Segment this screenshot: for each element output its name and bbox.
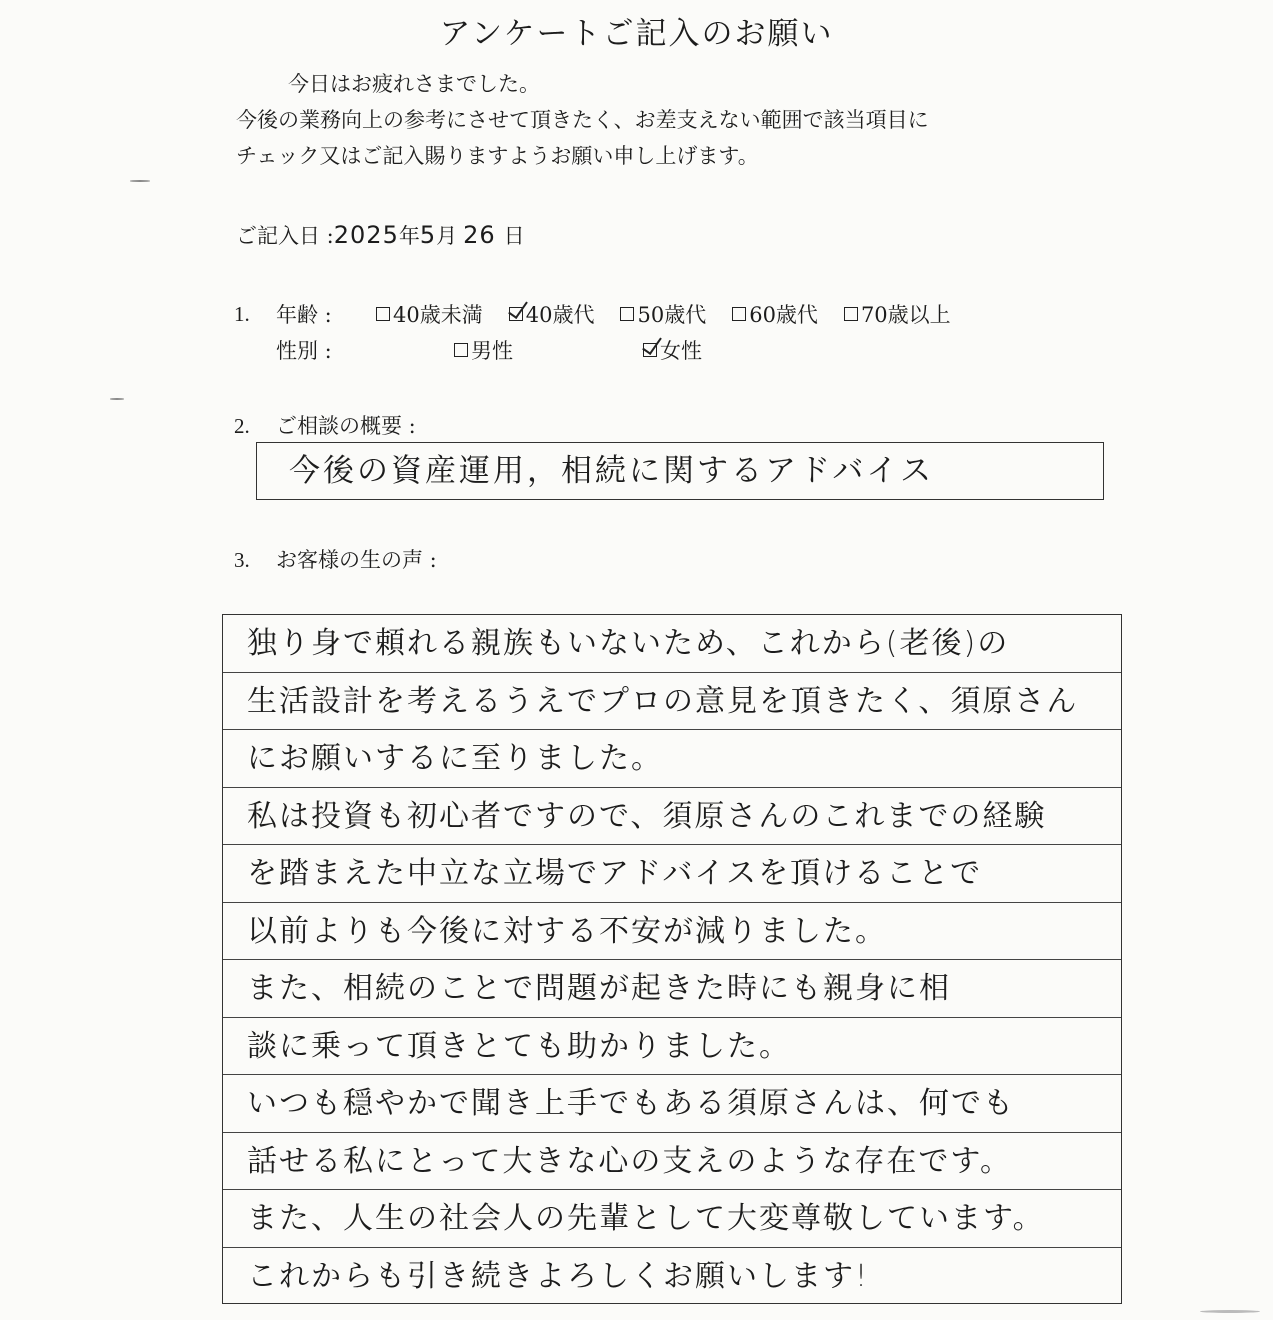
gender-option-male[interactable] [454,335,513,365]
entry-date [236,220,525,250]
voice-line: にお願いするに至りました。 [223,730,1121,788]
voice-line: 談に乗って頂きとても助かりました。 [223,1018,1121,1076]
voice-line: 話せる私にとって大きな心の支えのような存在です。 [223,1133,1121,1191]
checkbox-checked[interactable] [509,307,523,321]
voice-line: 生活設計を考えるうえでプロの意見を頂きたく、須原さん [223,673,1121,731]
age-option-70-plus[interactable] [844,299,951,329]
question-label: お客様の生の声 : [276,548,437,572]
age-option-50s[interactable] [620,299,706,329]
option-label: 40歳代 [525,303,595,327]
question-label: ご相談の概要 : [276,414,416,438]
question-number: 2. [234,414,250,438]
option-label: 70歳以上 [860,303,951,327]
day-unit: 日 [503,224,525,248]
voice-line: また、相続のことで問題が起きた時にも親身に相 [223,960,1121,1018]
option-label: 60歳代 [749,303,818,327]
age-option-60s[interactable] [732,299,818,329]
voice-line: これからも引き続きよろしくお願いします! [247,1258,870,1294]
option-label: 40歳未満 [393,303,483,327]
checkbox[interactable] [376,307,390,321]
customer-voice-field[interactable] [222,614,1122,1304]
question-1 [234,296,977,368]
question-2 [234,410,416,440]
age-option-under-40[interactable] [376,299,483,329]
option-label: 男性 [471,339,513,363]
option-label: 50歳代 [637,303,707,327]
entry-date-year[interactable]: 2025 [333,221,399,249]
checkbox-checked[interactable] [643,343,657,357]
page-title: アンケートご記入のお願い [439,16,834,52]
age-row [234,296,977,332]
entry-date-label: ご記入日 : [236,224,334,248]
entry-date-month[interactable]: 5 [419,221,437,249]
checkbox[interactable] [732,307,746,321]
question-number: 3. [234,548,250,572]
checkbox[interactable] [454,343,468,357]
scan-speck [130,180,150,182]
checkbox[interactable] [620,307,634,321]
voice-line: 私は投資も初心者ですので、須原さんのこれまでの経験 [223,788,1121,846]
scan-speck [1200,1310,1260,1313]
year-unit: 年 [398,224,420,248]
checkbox[interactable] [844,307,858,321]
voice-line: いつも穏やかで聞き上手でもある須原さんは、何でも [223,1075,1121,1133]
month-unit: 月 [436,224,458,248]
gender-label: 性別 : [276,339,332,363]
age-label: 年齢 : [276,303,332,327]
entry-date-day[interactable]: 26 [463,221,496,249]
gender-option-female[interactable] [643,335,702,365]
intro-line: 今日はお疲れさまでした。 [288,72,540,96]
voice-line: 独り身で頼れる親族もいないため、これから(老後)の [223,615,1121,673]
voice-line: また、人生の社会人の先輩として大変尊敬しています。 [223,1190,1121,1248]
age-option-40s[interactable] [509,299,595,329]
scan-speck [110,398,124,400]
question-3 [234,544,437,574]
consultation-summary-field[interactable]: 今後の資産運用，相続に関するアドバイス [256,442,1104,500]
question-number: 1. [234,301,250,326]
voice-line: を踏まえた中立な立場でアドバイスを頂けることで [223,845,1121,903]
voice-line: 以前よりも今後に対する不安が減りました。 [223,903,1121,961]
option-label: 女性 [660,339,702,363]
intro-line: チェック又はご記入賜りますようお願い申し上げます。 [236,144,759,168]
intro-text [236,66,929,174]
intro-line: 今後の業務向上の参考にさせて頂きたく、お差支えない範囲で該当項目に [236,108,929,132]
gender-row [234,332,977,368]
